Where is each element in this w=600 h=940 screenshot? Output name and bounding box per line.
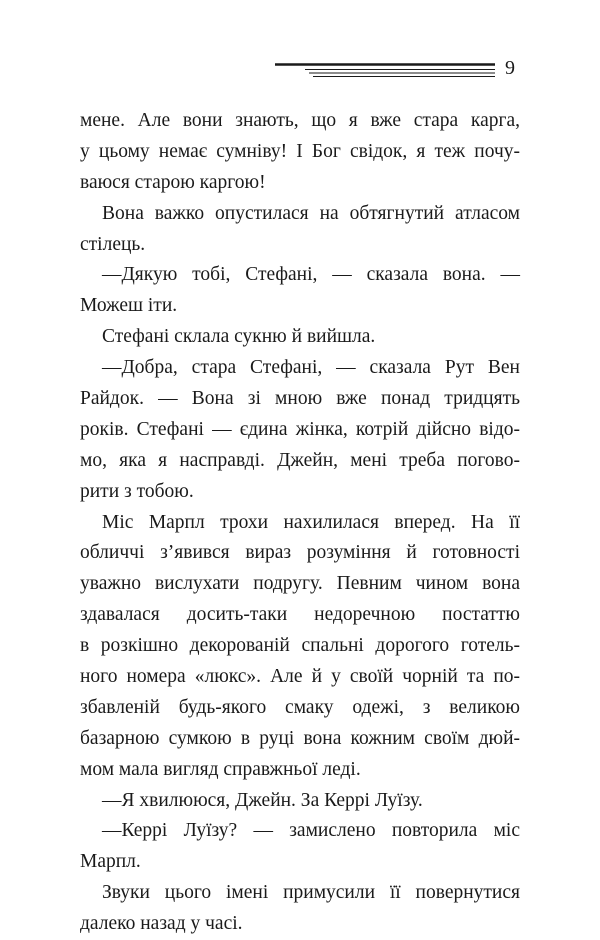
- text-line: далеко назад у часі.: [80, 913, 243, 935]
- text-line: Райдок. — Вона зі мною вже понад тридцять: [80, 388, 520, 410]
- text-line: років. Стефані — єдина жінка, котрій дійсно відо-: [80, 418, 520, 440]
- text-line: Вона важко опустилася на обтягнутий атласом: [102, 202, 520, 224]
- text-line: Марпл.: [80, 851, 141, 873]
- text-line: стілець.: [80, 233, 146, 255]
- text-line: —Дякую тобі, Стефані, — сказала вона. —: [102, 264, 520, 286]
- text-line: ного номера «люкс». Але й у своїй чорній та по-: [80, 666, 520, 688]
- text-line: базарною сумкою в руці вона кожним своїм дюй-: [80, 727, 520, 749]
- text-line: в розкішно декорованій спальні дорогого готель-: [80, 635, 520, 657]
- text-line: Можеш іти.: [80, 295, 178, 317]
- text-line: —Я хвилююся, Джейн. За Керрі Луїзу.: [102, 789, 423, 811]
- text-line: мо, яка я насправді. Джейн, мені треба погово-: [80, 449, 520, 471]
- text-line: Міс Марпл трохи нахилилася вперед. На її: [102, 511, 520, 533]
- text-line: мом мала вигляд справжньої леді.: [80, 758, 361, 780]
- text-line: здавалася досить-таки недоречною постаттю: [80, 604, 520, 626]
- text-line: ваюся старою каргою!: [80, 171, 266, 193]
- text-line: уважно вислухати подругу. Певним чином вона: [80, 573, 520, 595]
- text-line: Звуки цього імені примусили її повернутися: [102, 882, 520, 904]
- header-rule: [275, 62, 495, 80]
- text-line: рити з тобою.: [80, 480, 194, 502]
- text-line: збавленій будь-якого смаку одежі, з великою: [80, 696, 520, 718]
- page-number: 9: [505, 57, 515, 79]
- body-text: [80, 106, 520, 940]
- text-line: Стефані склала сукню й вийшла.: [102, 326, 376, 348]
- header-rule-lines: [275, 62, 495, 80]
- text-line: —Керрі Луїзу? — замислено повторила міс: [102, 820, 520, 842]
- text-line: —Добра, стара Стефані, — сказала Рут Вен: [102, 357, 520, 379]
- text-line: обличчі з’явився вираз розуміння й готовності: [80, 542, 520, 564]
- text-line: мене. Але вони знають, що я вже стара карга,: [80, 110, 520, 131]
- text-line: у цьому немає сумніву! І Бог свідок, я теж почу-: [80, 140, 520, 162]
